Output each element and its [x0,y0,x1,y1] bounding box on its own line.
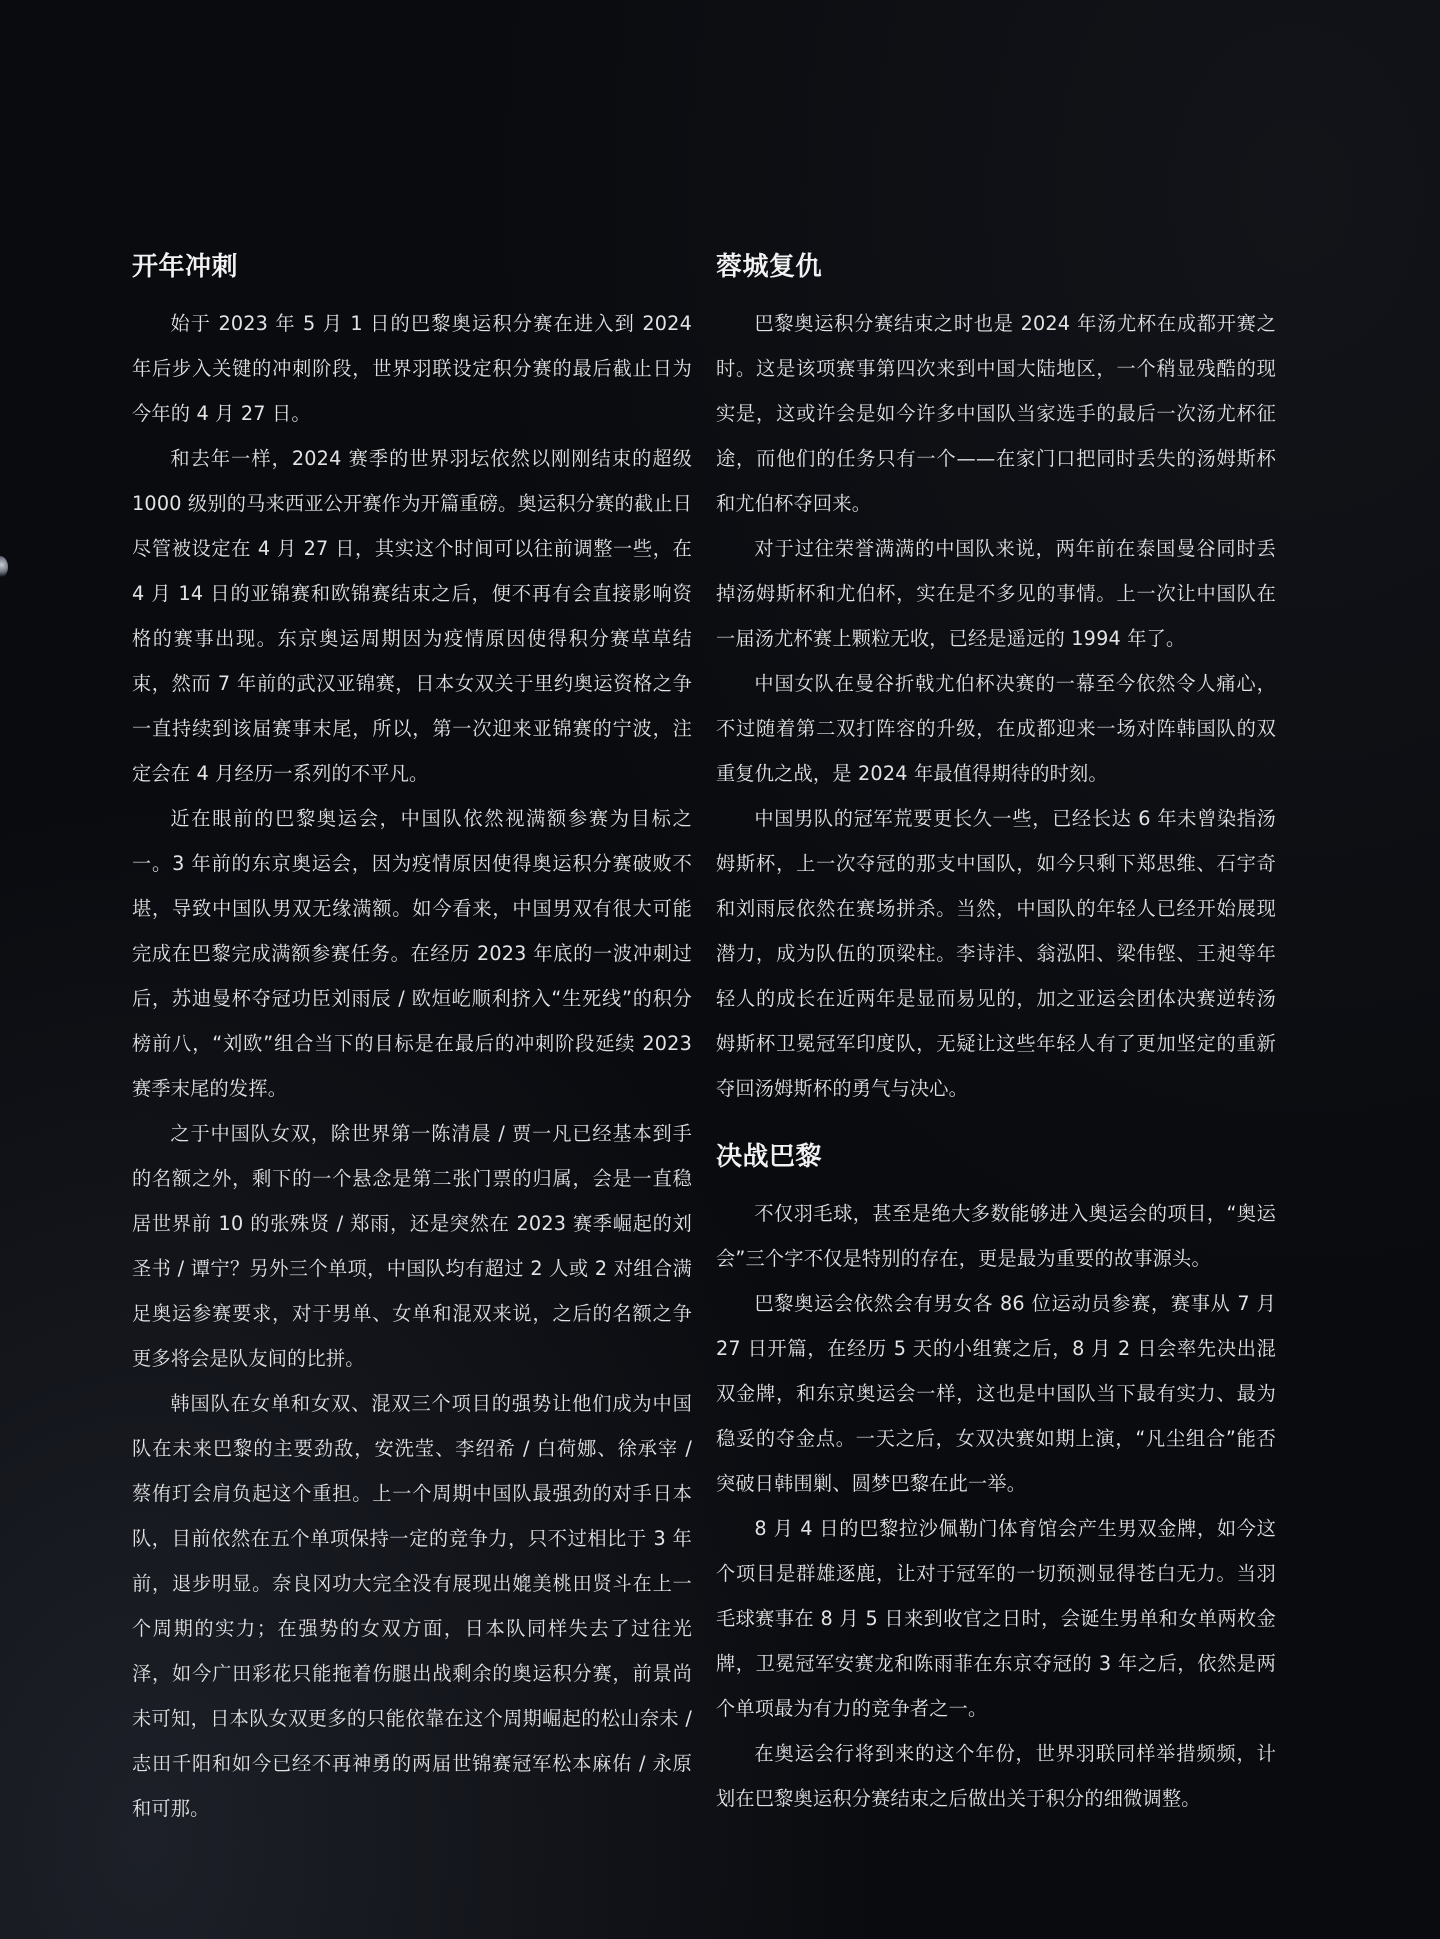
article-paragraph: 不仅羽毛球，甚至是绝大多数能够进入奥运会的项目，“奥运会”三个字不仅是特别的存在，更是最为重要的故事源头。 [716,1202,1276,1270]
article-paragraph: 近在眼前的巴黎奥运会，中国队依然视满额参赛为目标之一。3 年前的东京奥运会，因为疫情原因使得奥运积分赛破败不堪，导致中国队男双无缘满额。如今看来，中国男双有很大可能完成在巴黎完成满额参赛任务。在经历 2023 年底的一波冲刺过后，苏迪曼杯夺冠功臣刘雨辰 / 欧烜屹顺利挤入“生死线”的积分榜前八，“刘欧”组合当下的目标是在最后的冲刺阶段延续 2023 赛季末尾的发挥。 [132,807,692,1100]
section-title-kainian-chongci: 开年冲刺 [132,252,239,282]
article-paragraph: 中国男队的冠军荒要更长久一些，已经长达 6 年未曾染指汤姆斯杯，上一次夺冠的那支中国队，如今只剩下郑思维、石宇奇和刘雨辰依然在赛场拼杀。当然，中国队的年轻人已经开始展现潜力，成为队伍的顶梁柱。李诗沣、翁泓阳、梁伟铿、王昶等年轻人的成长在近两年是显而易见的，加之亚运会团体决赛逆转汤姆斯杯卫冕冠军印度队，无疑让这些年轻人有了更加坚定的重新夺回汤姆斯杯的勇气与决心。 [716,807,1276,1100]
article-paragraph: 韩国队在女单和女双、混双三个项目的强势让他们成为中国队在未来巴黎的主要劲敌，安洗莹、李绍希 / 白荷娜、徐承宰 / 蔡侑玎会肩负起这个重担。上一个周期中国队最强劲的对手日本队，目前依然在五个单项保持一定的竞争力，只不过相比于 3 年前，退步明显。奈良冈功大完全没有展现出媲美桃田贤斗在上一个周期的实力；在强势的女双方面，日本队同样失去了过往光泽，如今广田彩花只能拖着伤腿出战剩余的奥运积分赛，前景尚未可知，日本队女双更多的只能依靠在这个周期崛起的松山奈未 / 志田千阳和如今已经不再神勇的两届世锦赛冠军松本麻佑 / 永原和可那。 [132,1392,692,1820]
article-paragraph: 在奥运会行将到来的这个年份，世界羽联同样举措频频，计划在巴黎奥运积分赛结束之后做出关于积分的细微调整。 [716,1742,1276,1810]
article-paragraph: 之于中国队女双，除世界第一陈清晨 / 贾一凡已经基本到手的名额之外，剩下的一个悬念是第二张门票的归属，会是一直稳居世界前 10 的张殊贤 / 郑雨，还是突然在 2023 赛季崛起的刘圣书 / 谭宁？另外三个单项，中国队均有超过 2 人或 2 对组合满足奥运参赛要求，对于男单、女单和混双来说，之后的名额之争更多将会是队友间的比拼。 [132,1122,692,1370]
article-paragraph: 对于过往荣誉满满的中国队来说，两年前在泰国曼谷同时丢掉汤姆斯杯和尤伯杯，实在是不多见的事情。上一次让中国队在一届汤尤杯赛上颗粒无收，已经是遥远的 1994 年了。 [716,537,1276,650]
section-title-rongcheng-fuchou: 蓉城复仇 [716,252,823,282]
article-paragraph: 和去年一样，2024 赛季的世界羽坛依然以刚刚结束的超级 1000 级别的马来西亚公开赛作为开篇重磅。奥运积分赛的截止日尽管被设定在 4 月 27 日，其实这个时间可以往前调整一些，在 4 月 14 日的亚锦赛和欧锦赛结束之后，便不再有会直接影响资格的赛事出现。东京奥运周期因为疫情原因使得积分赛草草结束，然而 7 年前的武汉亚锦赛，日本女双关于里约奥运资格之争一直持续到该届赛事末尾，所以，第一次迎来亚锦赛的宁波，注定会在 4 月经历一系列的不平凡。 [132,447,693,785]
article-paragraph: 巴黎奥运会依然会有男女各 86 位运动员参赛，赛事从 7 月 27 日开篇，在经历 5 天的小组赛之后，8 月 2 日会率先决出混双金牌，和东京奥运会一样，这也是中国队当下最有实力、最为稳妥的夺金点。一天之后，女双决赛如期上演，“凡尘组合”能否突破日韩围剿、圆梦巴黎在此一举。 [716,1292,1276,1495]
right-column [716,247,1276,1821]
article-paragraph: 始于 2023 年 5 月 1 日的巴黎奥运积分赛在进入到 2024 年后步入关键的冲刺阶段，世界羽联设定积分赛的最后截止日为今年的 4 月 27 日。 [132,312,692,425]
article-paragraph: 巴黎奥运积分赛结束之时也是 2024 年汤尤杯在成都开赛之时。这是该项赛事第四次来到中国大陆地区，一个稍显残酷的现实是，这或许会是如今许多中国队当家选手的最后一次汤尤杯征途，而他们的任务只有一个——在家门口把同时丢失的汤姆斯杯和尤伯杯夺回来。 [716,312,1276,515]
section-title-juezhan-bali: 决战巴黎 [716,1142,823,1172]
article-paragraph: 8 月 4 日的巴黎拉沙佩勒门体育馆会产生男双金牌，如今这个项目是群雄逐鹿，让对于冠军的一切预测显得苍白无力。当羽毛球赛事在 8 月 5 日来到收官之日时，会诞生男单和女单两枚金牌，卫冕冠军安赛龙和陈雨菲在东京夺冠的 3 年之后，依然是两个单项最为有力的竞争者之一。 [716,1517,1276,1720]
decorative-light-orb [0,556,8,578]
article-paragraph: 中国女队在曼谷折戟尤伯杯决赛的一幕至今依然令人痛心，不过随着第二双打阵容的升级，在成都迎来一场对阵韩国队的双重复仇之战，是 2024 年最值得期待的时刻。 [716,672,1276,785]
left-column [132,247,692,1831]
